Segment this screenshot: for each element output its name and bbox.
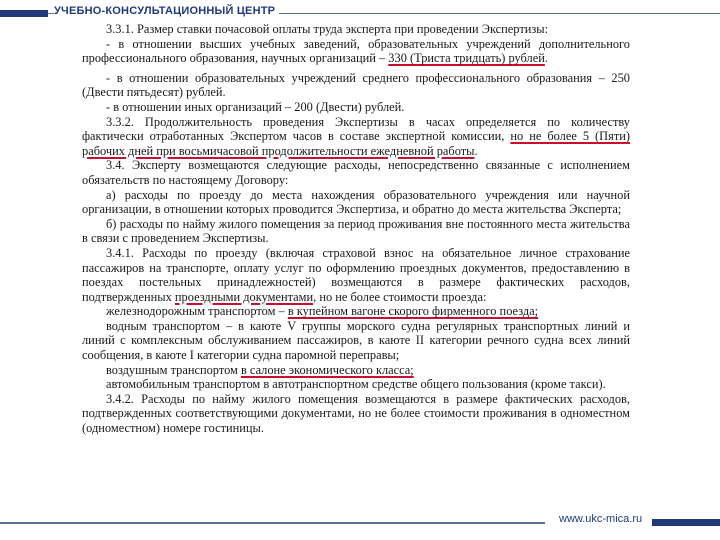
rail-transport: железнодорожным транспортом – в купейном вагоне скорого фирменного поезда;: [106, 304, 539, 319]
road-transport: автомобильным транспортом в автотранспортном средстве общего пользования (кроме такси).: [106, 377, 606, 392]
travel-docs-highlight: проездными документами: [174, 289, 314, 304]
document-body: [82, 22, 630, 436]
clause-3-4-b: б) расходы по найму жилого помещения за период проживания вне постоянного места жительства в связи с проведением Экспертизы.: [82, 216, 630, 246]
clause-3-4-a: а) расходы по проезду до места нахождения образовательного учреждения или научной организации, в отношении которых проводится Экспертиза, и обратно до места жительства Эксперта;: [82, 187, 630, 217]
rate-higher-education: - в отношении высших учебных заведений, образовательных учреждений дополнительного профессионального образования, научных организаций – 330 (Триста тридцать) рублей.: [82, 36, 630, 66]
header-bar: [0, 0, 720, 22]
rate-highlight: 330 (Триста тридцать) рублей: [388, 51, 545, 66]
brand-title: УЧЕБНО-КОНСУЛЬТАЦИОННЫЙ ЦЕНТР: [54, 5, 279, 17]
clause-3-4-1: 3.4.1. Расходы по проезду (включая страховой взнос на обязательное личное страхование пассажиров на транспорте, оплату услуг по оформлению проездных документов, предоставлению в поездах постельных принадлежностей) возмещаются в размере фактических расходов, подтвержденных проездными документами, но не более стоимости проезда:: [82, 245, 630, 304]
clause-3-4-2: 3.4.2. Расходы по найму жилого помещения возмещаются в размере фактических расходов, подтвержденных соответствующими документами, но не более стоимости проживания в одноместном (одноместном) номере гостиницы.: [82, 391, 630, 436]
header-accent-block: [0, 10, 48, 17]
clause-3-4: 3.4. Эксперту возмещаются следующие расходы, непосредственно связанные с исполнением обязательств по настоящему Договору:: [82, 158, 630, 187]
water-transport: водным транспортом – в каюте V группы морского судна регулярных транспортных линий и линий с комплексным обслуживанием пассажиров, в каюте II категории речного судна всех линий сообщения, в каюте I категории судна паромной переправы;: [82, 318, 630, 363]
air-highlight: в салоне экономического класса;: [240, 362, 414, 377]
clause-3-3-2: 3.3.2. Продолжительность проведения Экспертизы в часах определяется по количеству фактически отработанных Экспертом часов в составе экспертной комиссии, но не более 5 (Пяти) рабочих дней при восьмичасовой продолжительности ежедневной работы.: [82, 114, 630, 158]
footer-accent-block: [652, 519, 720, 526]
rate-secondary-education: - в отношении образовательных учреждений среднего профессионального образования – 250 (Двести пятьдесят) рублей.: [82, 70, 630, 100]
duration-highlight: но не более 5 (Пяти) рабочих дней при восьмичасовой продолжительности ежедневной работы: [82, 129, 630, 158]
air-transport: воздушным транспортом в салоне экономического класса;: [106, 362, 414, 377]
rail-highlight: в купейном вагоне скорого фирменного поезда;: [287, 304, 539, 319]
footer-website: www.ukc-mica.ru: [556, 513, 645, 525]
footer-rule: [0, 522, 545, 524]
rate-other-organizations: - в отношении иных организаций – 200 (Двести) рублей.: [106, 99, 405, 114]
clause-3-3-1: 3.3.1. Размер ставки почасовой оплаты труда эксперта при проведении Экспертизы:: [106, 22, 549, 36]
